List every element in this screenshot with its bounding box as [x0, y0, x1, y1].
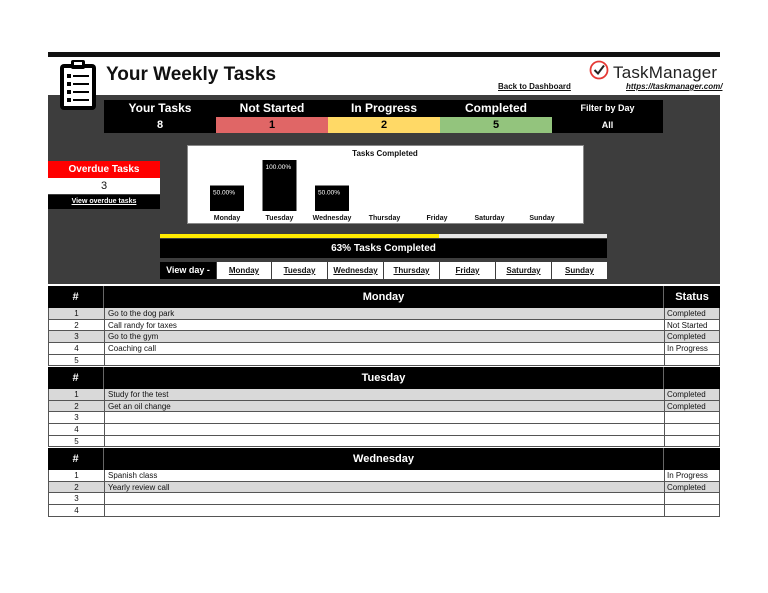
row-number: 3 — [49, 493, 105, 504]
day-header: Monday — [362, 291, 405, 303]
bar-label-monday: 50.00% — [213, 189, 236, 197]
view-day-wednesday[interactable]: Wednesday — [327, 262, 383, 279]
task-status[interactable]: Not Started — [664, 320, 721, 331]
tick-label-saturday: Saturday — [474, 215, 505, 222]
task-status[interactable] — [664, 412, 721, 423]
table-row[interactable] — [48, 436, 720, 448]
number-header: # — [48, 286, 104, 308]
number-header: # — [48, 367, 104, 389]
tick-label-friday: Friday — [426, 215, 448, 222]
stat-in-progress — [328, 100, 440, 133]
stat-value: 8 — [104, 117, 216, 133]
task-status[interactable] — [664, 493, 721, 504]
task-status[interactable] — [664, 505, 721, 516]
task-status[interactable]: Completed — [664, 389, 721, 400]
row-number: 1 — [49, 308, 105, 319]
tasks-completed-chart — [187, 145, 584, 224]
row-number: 5 — [49, 355, 105, 366]
task-text[interactable]: Spanish class — [108, 471, 158, 480]
day-header: Tuesday — [361, 372, 406, 384]
filter-by-day[interactable] — [552, 100, 663, 133]
task-text[interactable]: Get an oil change — [108, 401, 171, 411]
task-text[interactable]: Go to the dog park — [108, 309, 175, 318]
clipboard-icon — [58, 58, 98, 117]
row-number: 3 — [49, 331, 105, 342]
stat-label: Not Started — [216, 100, 328, 117]
task-status[interactable]: Completed — [664, 308, 721, 319]
stat-not-started — [216, 100, 328, 133]
task-status[interactable] — [664, 424, 721, 435]
stat-value: 1 — [216, 117, 328, 133]
status-header-empty — [663, 448, 720, 470]
stat-your-tasks — [104, 100, 216, 133]
progress-fill — [160, 234, 439, 238]
stat-label: In Progress — [328, 100, 440, 117]
tick-label-tuesday: Tuesday — [265, 215, 294, 222]
tick-label-wednesday: Wednesday — [312, 215, 352, 222]
task-status[interactable]: Completed — [664, 401, 721, 412]
task-status[interactable] — [664, 355, 721, 366]
progress-label: 63% Tasks Completed — [160, 239, 607, 258]
task-status[interactable]: Completed — [664, 331, 721, 342]
view-day-thursday[interactable]: Thursday — [383, 262, 439, 279]
task-text[interactable]: Yearly review call — [108, 482, 170, 492]
filter-label: Filter by Day — [552, 100, 663, 117]
wednesday-tasks-table — [48, 448, 720, 517]
monday-tasks-table — [48, 286, 720, 366]
row-number: 1 — [49, 470, 105, 481]
number-header: # — [48, 448, 104, 470]
bar-label-tuesday: 100.00% — [265, 164, 292, 171]
task-text[interactable]: Call randy for taxes — [108, 320, 177, 330]
task-text[interactable]: Go to the gym — [108, 332, 159, 342]
table-row[interactable] — [48, 343, 720, 355]
back-to-dashboard-link[interactable]: Back to Dashboard — [498, 82, 571, 91]
table-header — [48, 448, 720, 470]
view-day-saturday[interactable]: Saturday — [495, 262, 551, 279]
task-status[interactable] — [664, 436, 721, 447]
tick-label-thursday: Thursday — [368, 215, 401, 222]
stat-label: Your Tasks — [104, 100, 216, 117]
check-circle-icon — [589, 60, 609, 85]
row-number: 2 — [49, 401, 105, 412]
table-row[interactable] — [48, 424, 720, 436]
task-status[interactable]: In Progress — [664, 343, 721, 354]
table-row[interactable] — [48, 482, 720, 494]
stat-value: 5 — [440, 117, 552, 133]
task-status[interactable]: In Progress — [664, 470, 721, 481]
tick-label-monday: Monday — [213, 215, 241, 222]
bar-label-wednesday: 50.00% — [318, 189, 341, 197]
row-number: 4 — [49, 505, 105, 516]
stat-completed — [440, 100, 552, 133]
day-header: Wednesday — [353, 453, 414, 465]
page-title: Your Weekly Tasks — [106, 64, 277, 85]
view-day-monday[interactable]: Monday — [216, 262, 271, 279]
table-header — [48, 286, 720, 308]
table-row[interactable] — [48, 308, 720, 320]
task-text[interactable]: Coaching call — [108, 344, 157, 354]
website-link[interactable]: https://taskmanager.com/ — [626, 82, 723, 91]
logo-text: TaskManager — [613, 62, 718, 82]
table-row[interactable] — [48, 505, 720, 517]
stat-label: Completed — [440, 100, 552, 117]
table-header — [48, 367, 720, 389]
row-number: 5 — [49, 436, 105, 447]
row-number: 4 — [49, 424, 105, 435]
row-number: 3 — [49, 412, 105, 423]
row-number: 2 — [49, 482, 105, 493]
row-number: 2 — [49, 320, 105, 331]
row-number: 1 — [49, 389, 105, 400]
chart-title: Tasks Completed — [352, 149, 418, 158]
table-row[interactable] — [48, 412, 720, 424]
stat-value: 2 — [328, 117, 440, 133]
view-day-sunday[interactable]: Sunday — [551, 262, 607, 279]
table-row[interactable] — [48, 493, 720, 505]
task-text[interactable]: Study for the test — [108, 390, 169, 399]
table-row[interactable] — [48, 331, 720, 343]
view-day-friday[interactable]: Friday — [439, 262, 495, 279]
table-row[interactable] — [48, 470, 720, 482]
row-number: 4 — [49, 343, 105, 354]
tick-label-sunday: Sunday — [529, 215, 555, 222]
view-overdue-link[interactable]: View overdue tasks — [48, 195, 160, 209]
table-row[interactable] — [48, 401, 720, 413]
progress-track — [160, 234, 607, 238]
table-row[interactable] — [48, 389, 720, 401]
chart-svg — [188, 146, 583, 223]
status-header-empty — [663, 367, 720, 389]
tuesday-tasks-table — [48, 367, 720, 447]
task-status[interactable]: Completed — [664, 482, 721, 493]
overdue-label: Overdue Tasks — [48, 161, 160, 178]
view-day-tuesday[interactable]: Tuesday — [271, 262, 327, 279]
table-row[interactable] — [48, 320, 720, 332]
view-day-label: View day - — [160, 262, 216, 279]
table-row[interactable] — [48, 355, 720, 367]
overdue-count: 3 — [48, 178, 160, 194]
filter-value[interactable]: All — [552, 117, 663, 133]
status-header: Status — [663, 286, 720, 308]
